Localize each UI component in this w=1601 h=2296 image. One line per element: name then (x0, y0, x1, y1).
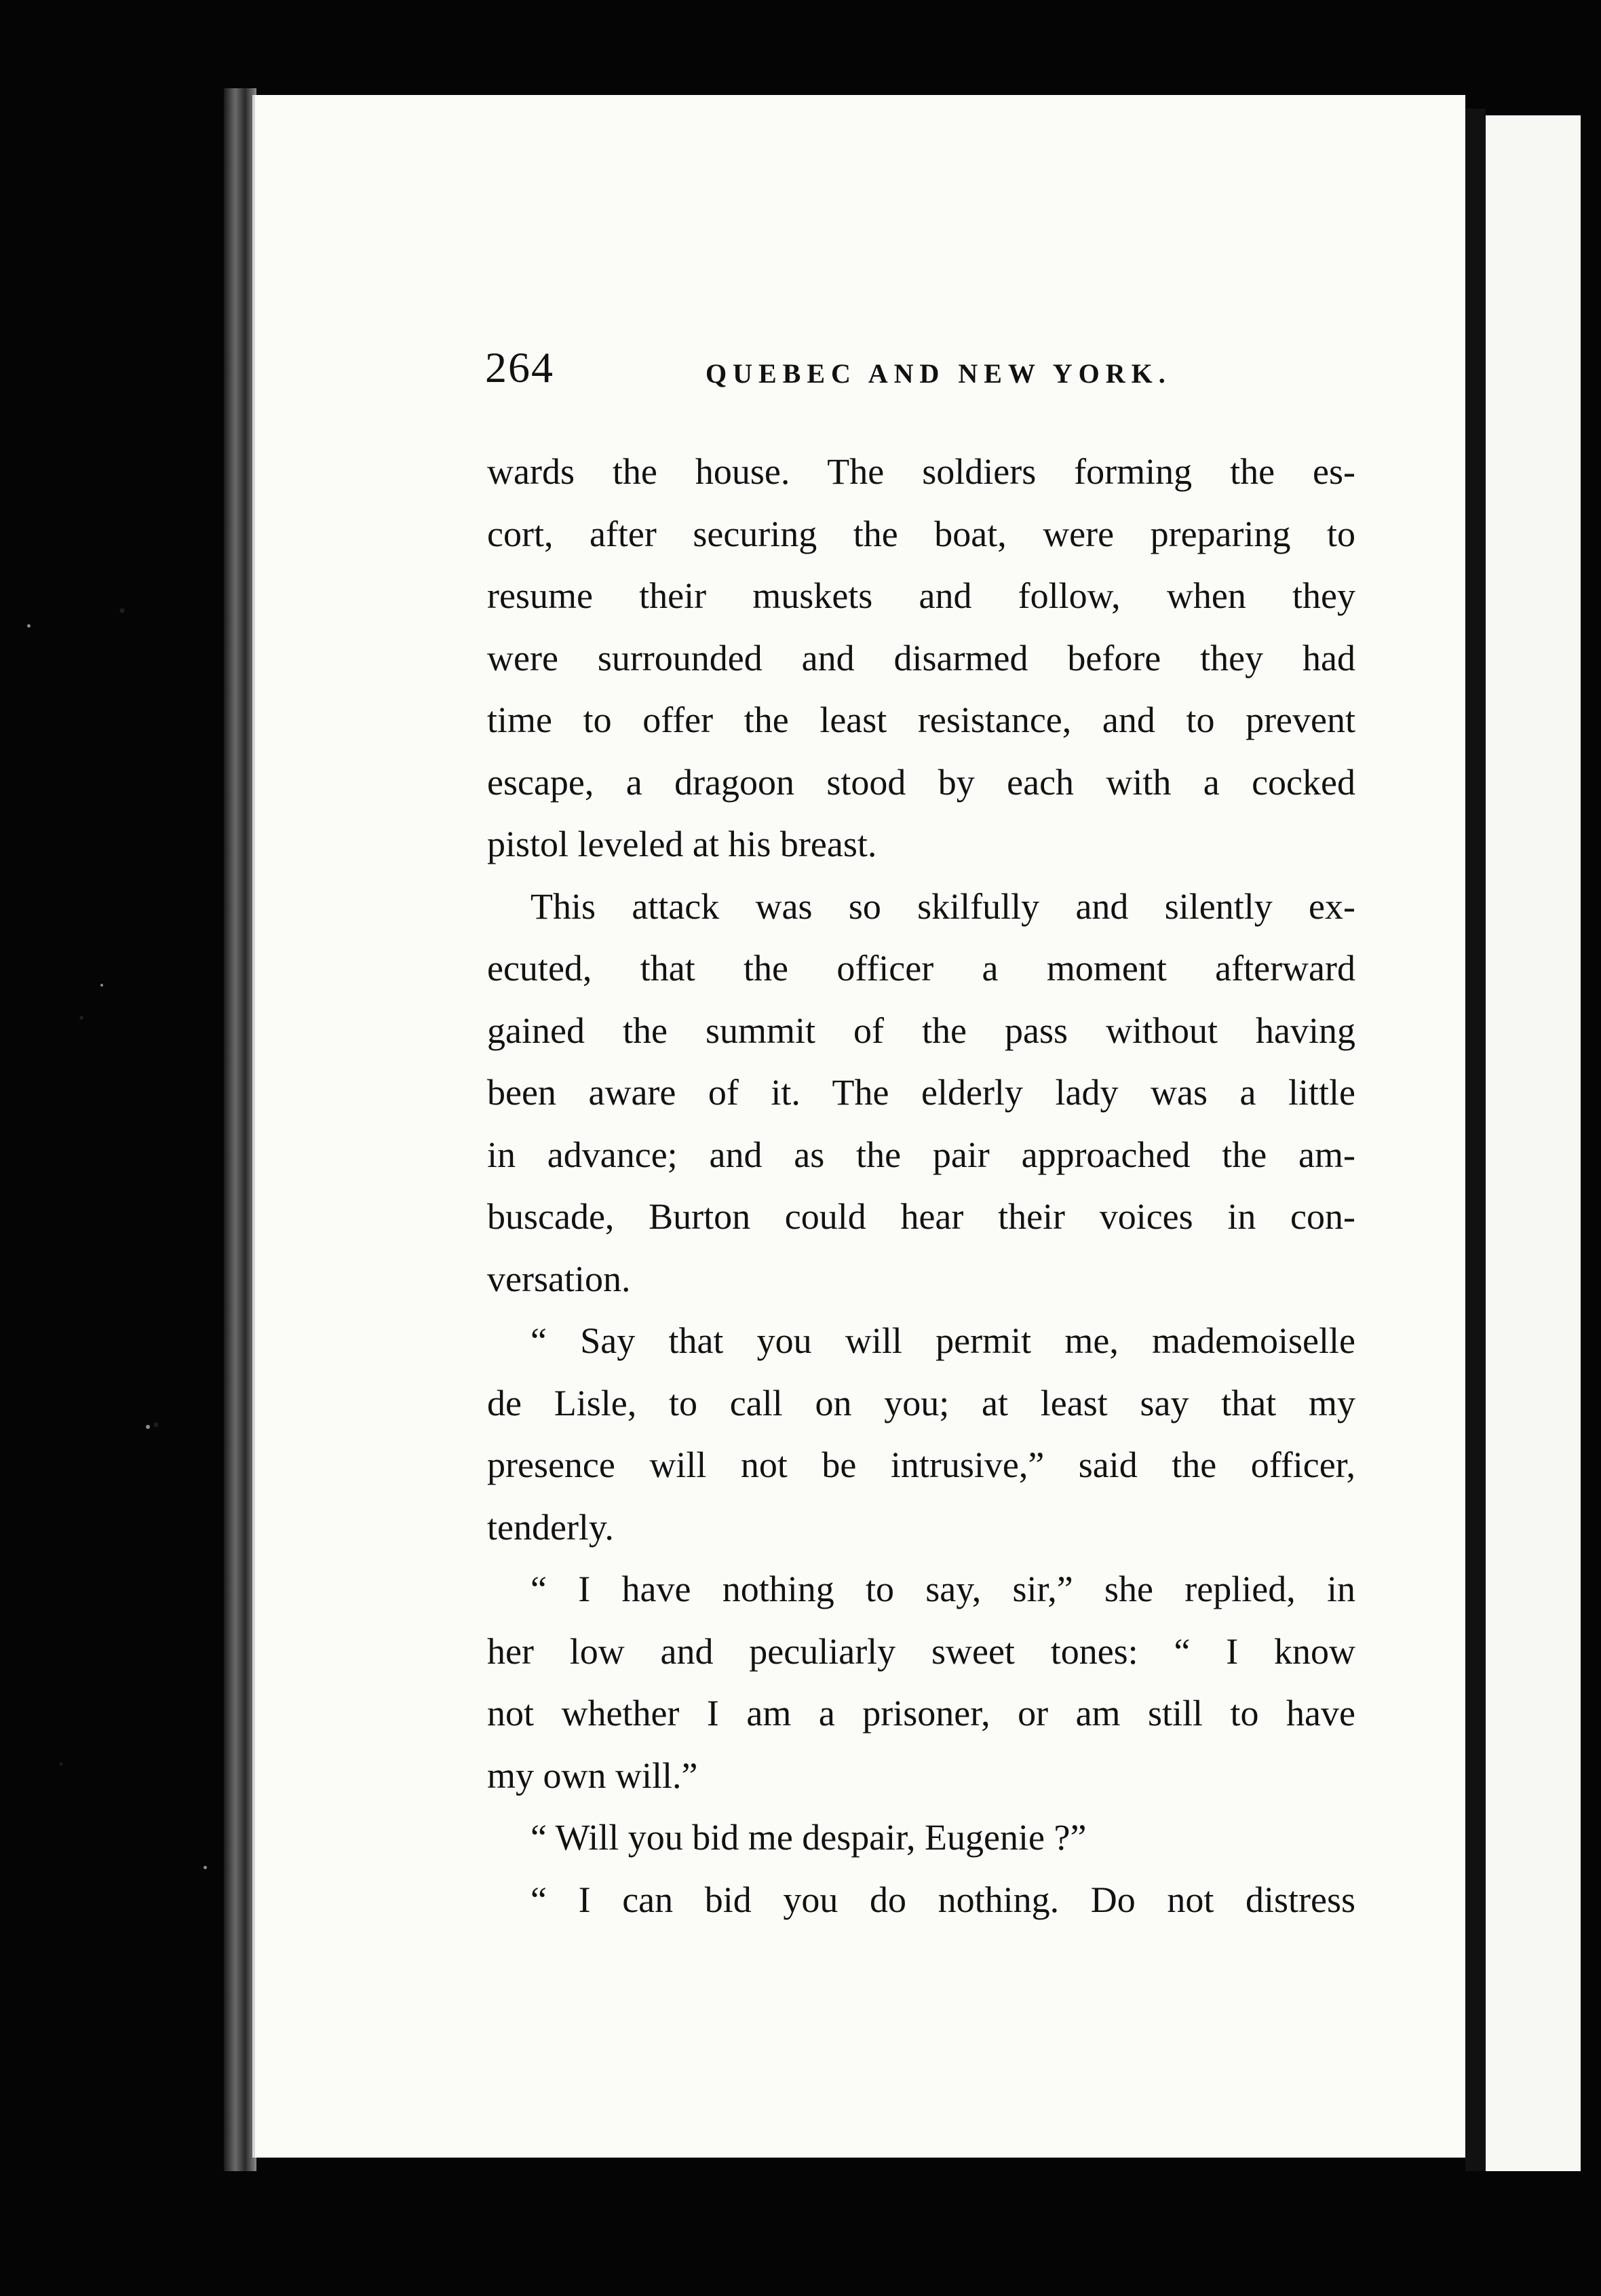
right-page-sliver (1486, 115, 1581, 2171)
text-line: pistol leveled at his breast. (487, 824, 877, 864)
right-gutter (1465, 109, 1486, 2171)
text-line: in advance; and as the pair approached the am- (487, 1134, 1355, 1175)
text-line: time to offer the least resistance, and to prevent (487, 700, 1355, 740)
scan-speck (27, 624, 31, 628)
text-line: This attack was so skilfully and silently ex- (531, 885, 1355, 927)
text-line: gained the summit of the pass without having (487, 1010, 1355, 1051)
page-number: 264 (485, 343, 554, 391)
text-line: presence will not be intrusive,” said the officer, (487, 1444, 1355, 1485)
text-line: versation. (487, 1258, 631, 1299)
body-text (487, 441, 1355, 1931)
text-line: cort, after securing the boat, were preparing to (487, 513, 1355, 554)
text-line: “ I can bid you do nothing. Do not distress (531, 1879, 1355, 1920)
text-line: my own will.” (487, 1755, 698, 1796)
text-line: her low and peculiarly sweet tones: “ I know (487, 1630, 1355, 1672)
left-page-edge (224, 88, 256, 2171)
text-line: escape, a dragoon stood by each with a cocked (487, 761, 1355, 803)
text-line: “ Say that you will permit me, mademoiselle (531, 1320, 1355, 1361)
text-line: wards the house. The soldiers forming the es- (487, 451, 1355, 492)
running-head (485, 343, 1360, 404)
running-title: QUEBEC AND NEW YORK. (706, 358, 1172, 389)
text-line: ecuted, that the officer a moment afterward (487, 948, 1355, 989)
text-line: buscade, Burton could hear their voices in con- (487, 1196, 1355, 1237)
text-line: been aware of it. The elderly lady was a little (487, 1072, 1355, 1113)
text-line: tenderly. (487, 1506, 614, 1548)
scan-speck (204, 1866, 207, 1869)
text-line: not whether I am a prisoner, or am still to have (487, 1693, 1355, 1734)
scan-speck (100, 984, 103, 987)
scan-speck (146, 1425, 150, 1429)
text-line: “ Will you bid me despair, Eugenie ?” (531, 1817, 1087, 1858)
text-line: resume their muskets and follow, when they (487, 575, 1355, 616)
text-line: were surrounded and disarmed before they had (487, 637, 1355, 678)
text-line: de Lisle, to call on you; at least say that my (487, 1382, 1355, 1423)
text-line: “ I have nothing to say, sir,” she replied, in (531, 1569, 1355, 1609)
